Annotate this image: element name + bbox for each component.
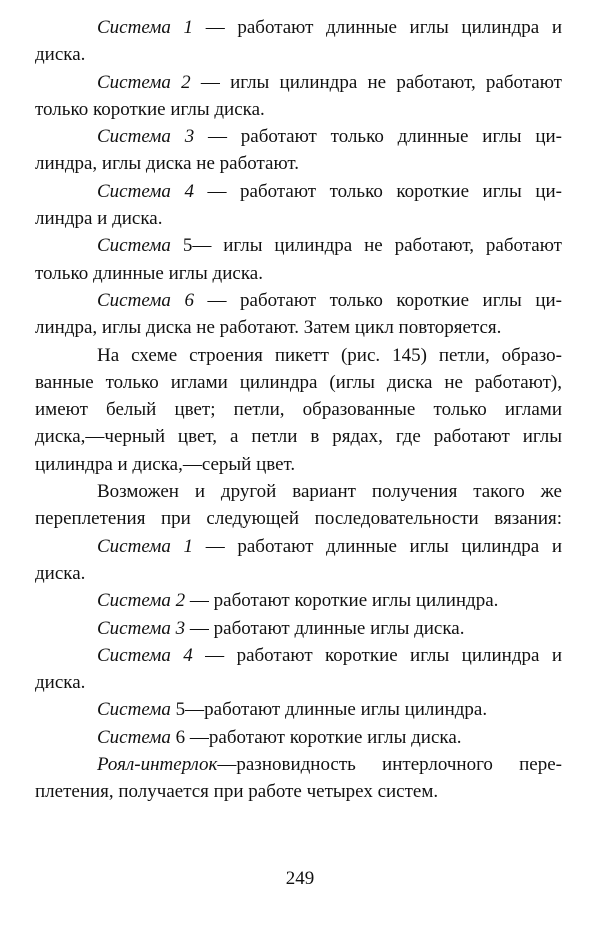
line-text: линдра, иглы диска не работают. Затем цикл повторяется. xyxy=(35,317,502,339)
line-text: только короткие иглы диска. xyxy=(35,98,265,120)
line-text: только длинные иглы диска. xyxy=(35,262,263,284)
text-line xyxy=(35,205,562,232)
text-line xyxy=(35,478,562,505)
italic-term: Система 3 xyxy=(97,617,186,639)
text-line xyxy=(35,778,562,805)
text-line xyxy=(35,287,562,314)
line-text: диска. xyxy=(35,562,86,584)
italic-term: Роял-интерлок xyxy=(97,754,218,776)
text-line xyxy=(35,178,562,205)
line-text: —разновидность интерлочного пере- xyxy=(217,754,562,776)
text-line xyxy=(35,232,562,259)
line-text: Возможен и другой вариант получения такого же xyxy=(97,481,562,503)
line-text: 5—работают длинные иглы цилиндра. xyxy=(170,699,488,721)
text-line xyxy=(35,451,562,478)
line-text: диска. xyxy=(35,44,86,66)
line-text: — работают длинные иглы диска. xyxy=(185,617,465,639)
line-text: — работают длинные иглы цилиндра и xyxy=(193,17,562,38)
line-text: — иглы цилиндра не работают, работают xyxy=(190,71,562,93)
italic-term: Система xyxy=(97,726,171,748)
line-text: линдра, иглы диска не работают. xyxy=(35,153,300,175)
text-line xyxy=(35,505,562,532)
italic-term: Система 2 xyxy=(97,590,186,612)
text-line xyxy=(35,260,562,287)
line-text: — работают короткие иглы цилиндра и xyxy=(192,644,562,666)
text-line xyxy=(35,314,562,341)
italic-term: Система 6 xyxy=(97,289,194,311)
italic-term: Система 2 xyxy=(97,71,191,93)
italic-term: Система 4 xyxy=(97,180,194,202)
line-text: имеют белый цвет; петли, образованные только иглами xyxy=(35,399,562,421)
text-line xyxy=(35,41,562,68)
line-text: 6 —работают короткие иглы диска. xyxy=(170,726,462,748)
text-line xyxy=(35,423,562,450)
text-line xyxy=(35,369,562,396)
italic-term: Система 4 xyxy=(97,644,193,666)
italic-term: Система 1 xyxy=(97,17,194,38)
line-text: — работают длинные иглы цилиндра и xyxy=(193,535,562,557)
line-text: — работают только короткие иглы ци- xyxy=(193,180,562,202)
line-text: линдра и диска. xyxy=(35,208,163,230)
text-line xyxy=(35,751,562,778)
text-line xyxy=(35,560,562,587)
line-text: — работают только короткие иглы ци- xyxy=(193,289,562,311)
text-line xyxy=(35,642,562,669)
text-line xyxy=(35,724,562,751)
page-body-text xyxy=(35,14,562,806)
italic-term: Система 1 xyxy=(97,535,194,557)
text-line xyxy=(35,342,562,369)
line-text: плетения, получается при работе четырех систем. xyxy=(35,781,439,803)
text-line xyxy=(35,69,562,96)
line-text: переплетения при следующей последовательности вязания: xyxy=(35,508,562,530)
text-line xyxy=(35,615,562,642)
italic-term: Система xyxy=(97,699,171,721)
line-text: На схеме строения пикетт (рис. 145) петли, образо- xyxy=(97,344,562,366)
text-line xyxy=(35,533,562,560)
italic-term: Система xyxy=(97,235,171,257)
text-line xyxy=(35,123,562,150)
line-text: — работают только длинные иглы ци- xyxy=(194,126,562,148)
line-text: 5— иглы цилиндра не работают, работают xyxy=(170,235,562,257)
text-line xyxy=(35,669,562,696)
line-text: диска,—черный цвет, а петли в рядах, где работают иглы xyxy=(35,426,562,448)
line-text: — работают короткие иглы цилиндра. xyxy=(185,590,499,612)
line-text: цилиндра и диска,—серый цвет. xyxy=(35,453,296,475)
italic-term: Система 3 xyxy=(97,126,195,148)
text-line xyxy=(35,587,562,614)
line-text: ванные только иглами цилиндра (иглы диска не работают), xyxy=(35,371,562,393)
page-number: 249 xyxy=(285,868,315,889)
text-line xyxy=(35,696,562,723)
text-line xyxy=(35,14,562,41)
text-line xyxy=(35,150,562,177)
text-line xyxy=(35,396,562,423)
line-text: диска. xyxy=(35,672,86,694)
text-line xyxy=(35,96,562,123)
